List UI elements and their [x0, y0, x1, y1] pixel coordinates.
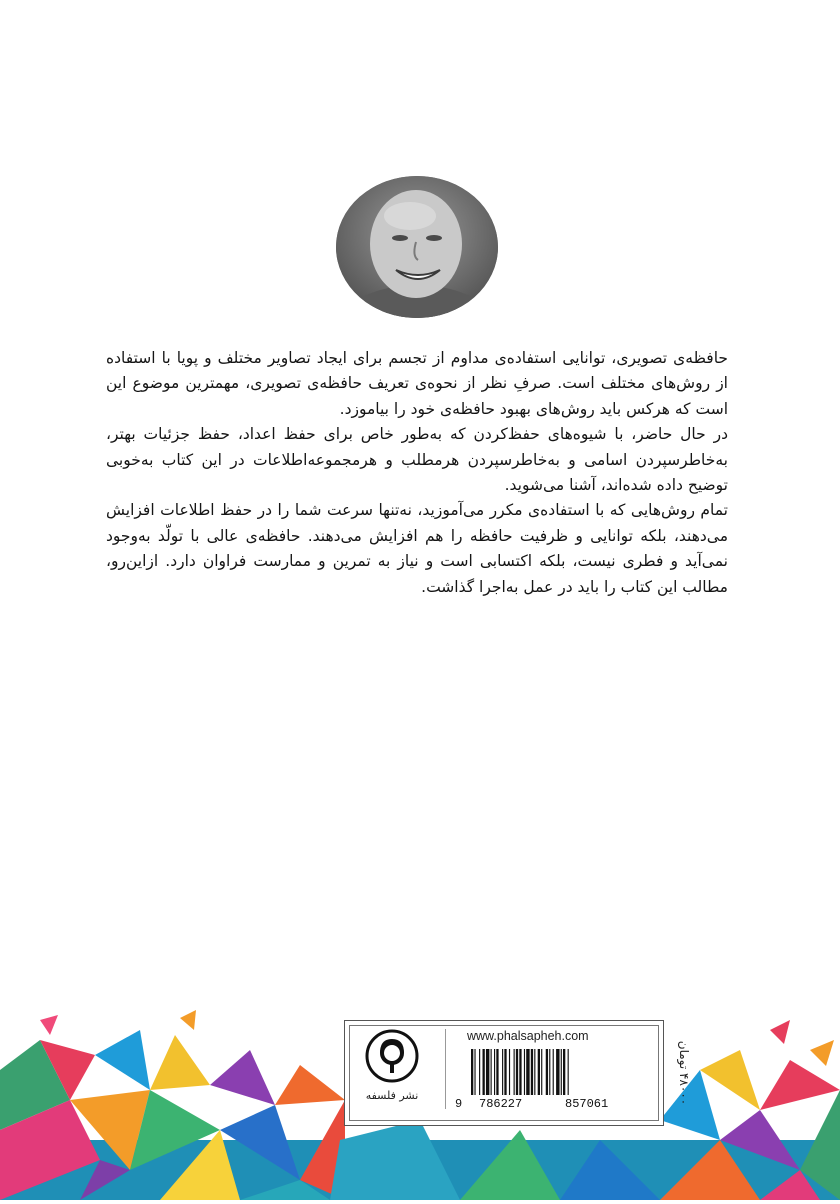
blurb-paragraph: در حال حاضر، با شیوه‌های حفظ‌کردن که به‌طور خاص برای حفظ اعداد، حفظ جزئیات بهتر، به‌خاطرسپردن اسامی و به‌خاطرسپردن هرمطلب و هرمجموعه‌اطلاعات در این کتاب به‌خوبی توضیح داده شده‌اند، آشنا می‌شوید. [106, 425, 728, 495]
publisher-block [351, 1027, 433, 1113]
blurb-paragraph: حافظه‌ی تصویری، توانایی استفاده‌ی مداوم از تجسم برای ایجاد تصاویر مختلف و پویا با استفاده از روش‌های مختلف است. صرفِ نظر از نحوه‌ی تعریف حافظه‌ی تصویری، مهمترین موضوع این است که هرکس باید روش‌های بهبود حافظه‌ی خود را بیاموزد. [106, 349, 728, 418]
blurb-paragraph: تمام روش‌هایی که با استفاده‌ی مکرر می‌آموزید، نه‌تنها سرعت شما را در حفظ اطلاعات افزایش می‌دهند، بلکه توانایی و ظرفیت حافظه را هم افزایش می‌دهند. حافظه‌ی عالی با تولّد به‌وجود نمی‌آید و فطری نیست، بلکه اکتسابی است و نیاز به تمرین و ممارست فراوان دارد. ازاین‌رو، مطالب این کتاب را باید در عمل به‌اجرا گذاشت. [106, 501, 728, 596]
publisher-logo-icon [365, 1029, 419, 1083]
price-label [672, 1018, 696, 1128]
publisher-name: نشر فلسفه [365, 1089, 419, 1102]
isbn-info-box [344, 1020, 664, 1126]
blurb-text [106, 346, 728, 600]
barcode [471, 1049, 651, 1097]
isbn-digits [455, 1097, 655, 1113]
price-text: ۴۸۰۰۰ تومان [677, 1040, 691, 1106]
isbn-group-2: 857061 [565, 1097, 609, 1111]
website-url: www.phalsapheh.com [467, 1029, 589, 1043]
isbn-group-1: 786227 [479, 1097, 523, 1111]
isbn-lead: 9 [455, 1097, 463, 1111]
author-photo [336, 176, 498, 318]
box-divider [445, 1029, 446, 1109]
